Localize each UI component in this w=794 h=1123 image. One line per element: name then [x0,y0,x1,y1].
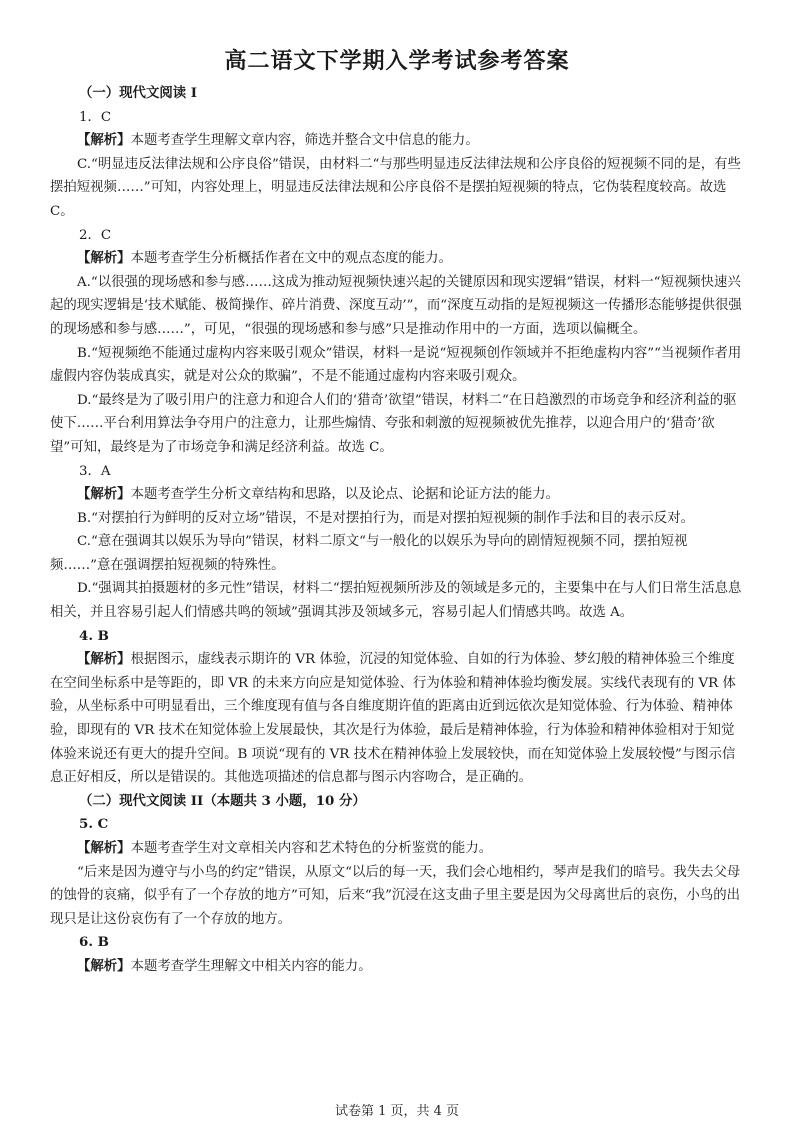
question-3-answer: 3．A [79,463,111,479]
question-6-analysis [50,955,746,979]
analysis-tag: 【解析】 [77,486,131,503]
question-2-option-a: A.“以很强的现场感和参与感……这成为推动短视频快速兴起的关键原因和现实逻辑”错误，材料一“短视频快速兴起的现实逻辑是‘技术赋能、极简操作、碎片消费、深度互动’”，而“深度互动指的是短视频这一传播形态能够提供很强的现场感和参与感……”，可见，“很强的现场感和参与感”只是推动作用中的一方面，选项以偏概全。 [50,274,742,337]
analysis-text: 本题考查学生理解文章内容，筛选并整合文中信息的能力。 [130,133,479,149]
page-footer: 试卷第 1 页，共 4 页 [334,1104,460,1119]
question-3-analysis [50,483,746,507]
question-5-detail: “后来是因为遵守与小鸟的约定”错误，从原文“以后的每一天，我们会心地相约，琴声是我们的暗号。我失去父母的蚀骨的哀痛，似乎有了一个存放的地方”可知，后来“我”沉浸在这支曲子里主要是因为父母离世后的哀伤，小鸟的出现只是让这份哀伤有了一个存放的地方。 [50,864,741,927]
question-1-option-c: C.“明显违反法律法规和公序良俗”错误，由材料二“与那些明显违反法律法规和公序良俗的短视频不同的是，有些摆拍短视频……”可知，内容处理上，明显违反法律法规和公序良俗不是摆拍短视频的特点，它伪装程度较高。故选 C。 [50,156,741,219]
section-heading-2: （二）现代文阅读 II（本题共 3 小题，10 分） [79,792,366,809]
analysis-tag: 【解析】 [77,957,131,974]
question-2-option-d: D.“最终是为了吸引用户的注意力和迎合人们的‘猎奇’欲望”错误，材料二“在日趋激烈的市场竞争和经济利益的驱使下……平台利用算法争夺用户的注意力，让那些煽情、夸张和刺激的短视频被优先推荐，以迎合用户的‘猎奇’欲望”可知，最终是为了市场竞争和满足经济利益。故选 C。 [50,392,737,455]
question-4-answer: 4. B [79,627,109,644]
question-3-option-c: C.“意在强调其以娱乐为导向”错误，材料二原文“与一般化的以娱乐为导向的剧情短视频不同，摆拍短视频……”意在强调摆拍短视频的特殊性。 [50,534,688,573]
question-2-answer: 2．C [79,227,112,243]
question-4-analysis [50,648,746,790]
analysis-tag: 【解析】 [77,840,131,856]
question-5-analysis [50,837,746,861]
analysis-tag: 【解析】 [77,132,131,149]
answer-content [50,82,746,979]
question-6-answer: 6. B [79,934,109,951]
analysis-text: 本题考查学生分析概括作者在文中的观点态度的能力。 [130,251,452,267]
question-2-option-b: B.“短视频绝不能通过虚构内容来吸引观众”错误，材料一是说“短视频创作领域并不拒绝虚构内容”“当视频作者用虚假内容伪装成真实，就是对公众的欺骗”，不是不能通过虚构内容来吸引观众。 [50,345,742,385]
question-2-analysis [50,247,746,271]
analysis-text: 本题考查学生对文章相关内容和艺术特色的分析鉴赏的能力。 [130,841,493,856]
question-3-option-b: B.“对摆拍行为鲜明的反对立场”错误，不是对摆拍行为，而是对摆拍短视频的制作手法和目的表示反对。 [77,510,694,526]
question-3-option-d: D.“强调其拍摄题材的多元性”错误，材料二“摆拍短视频所涉及的领域是多元的，主要集中在与人们日常生活息息相关，并且容易引起人们情感共鸣的领域”强调其涉及领域多元，容易引起人们情感共鸣。故选 A。 [50,581,742,621]
page-title: 高二语文下学期入学考试参考答案 [224,48,570,74]
question-1-analysis [50,129,746,153]
analysis-text: 根据图示，虚线表示期许的 VR 体验，沉浸的知觉体验、自如的行为体验、梦幻般的精神体验三个维度在空间坐标系中是等距的，即 VR 的未来方向应是知觉体验、行为体验和精神体验均衡发展。实线代表现有的 VR 体验，从坐标系中可明显看出，三个维度现有值与各自维度期许值的距离由近到远依次是知觉体验、行为体验、精神体验，即现有的 VR 技术在知觉体验上发展最快，其次是行为体验，最后是精神体验，行为体验和精神体验相对于知觉体验来说还有更大的提升空间。B 项说“现有的 VR 技术在精神体验上发展较快，而在知觉体验上发展较慢”与图示信息正好相反，所以是错误的。其他选项描述的信息都与图示内容吻合，是正确的。 [50,652,736,786]
analysis-text: 本题考查学生理解文中相关内容的能力。 [130,958,372,974]
question-5-answer: 5. C [79,816,109,833]
section-heading-1: （一）现代文阅读 I [79,85,198,101]
analysis-tag: 【解析】 [77,651,131,668]
analysis-text: 本题考查学生分析文章结构和思路，以及论点、论据和论证方法的能力。 [130,487,560,503]
analysis-tag: 【解析】 [77,250,131,267]
question-1-answer: 1．C [79,109,112,125]
